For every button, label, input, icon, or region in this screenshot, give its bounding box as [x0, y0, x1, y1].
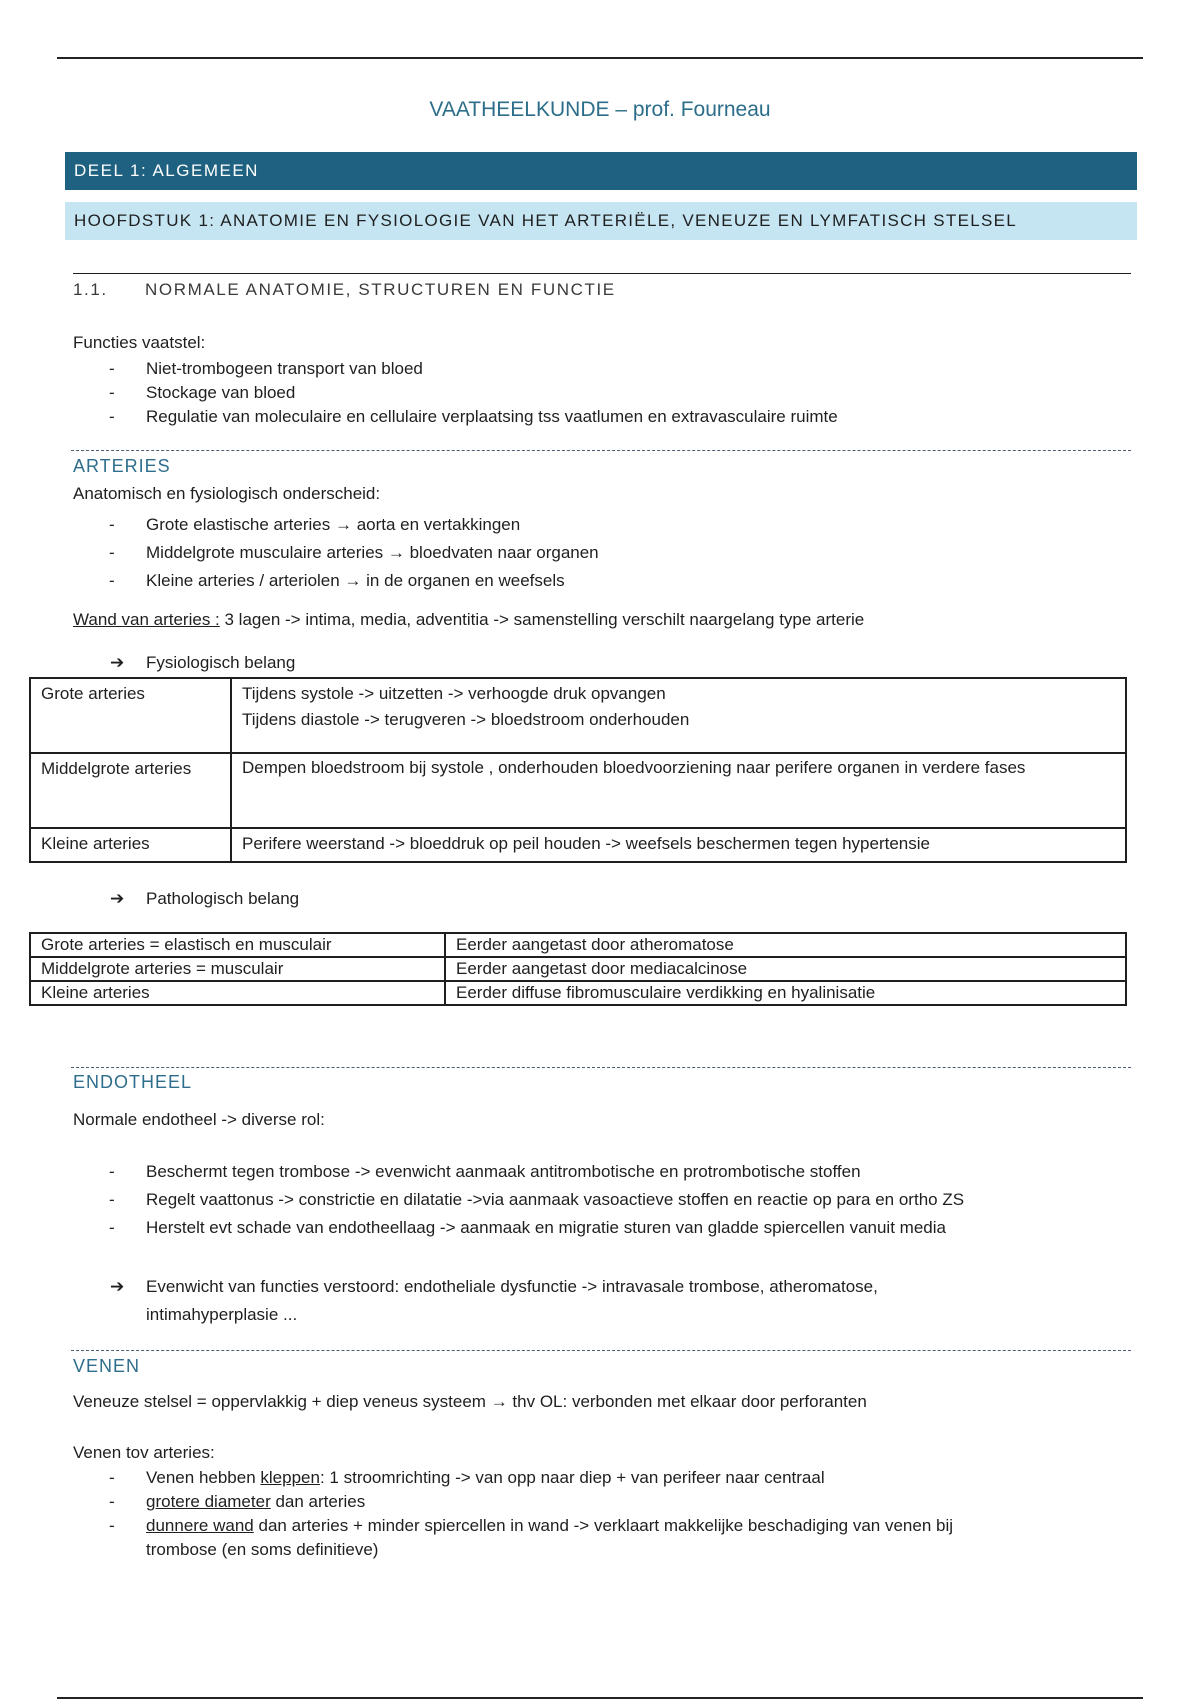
pathology-heading: ➔ Pathologisch belang	[110, 889, 300, 908]
list-item: - Grote elastische arteries → aorta en vertakkingen	[73, 511, 599, 539]
arteries-intro: Anatomisch en fysiologisch onderscheid:	[73, 484, 381, 503]
table-cell: Kleine arteries	[30, 828, 231, 862]
list-item: - Herstelt evt schade van endotheellaag -> aanmaak en migratie sturen van gladde spiercellen vanuit media	[73, 1214, 964, 1242]
endotheel-list	[73, 1158, 964, 1242]
physiology-heading: ➔ Fysiologisch belang	[110, 653, 296, 672]
table-row	[30, 933, 1126, 957]
arrow-icon: ➔	[110, 889, 125, 908]
dotted-divider	[71, 1350, 1131, 1351]
list-item: - Venen hebben kleppen: 1 stroomrichting -> van opp naar diep + van perifeer naar centraal	[73, 1466, 953, 1490]
table-cell: Grote arteries = elastisch en musculair	[30, 933, 445, 957]
part-heading-bar	[65, 152, 1137, 190]
part-heading: DEEL 1: ALGEMEEN	[74, 161, 259, 180]
list-item: - grotere diameter dan arteries	[73, 1490, 953, 1514]
table-cell: Middelgrote arteries	[30, 753, 231, 828]
list-item: - Niet-trombogeen transport van bloed	[73, 357, 838, 381]
table-row	[30, 828, 1126, 862]
table-cell: Perifere weerstand -> bloeddruk op peil houden -> weefsels beschermen tegen hypertensie	[231, 828, 1126, 862]
functions-list	[73, 357, 838, 429]
document-title: VAATHEELKUNDE – prof. Fourneau	[429, 98, 771, 121]
table-cell: Kleine arteries	[30, 981, 445, 1005]
dotted-divider	[71, 450, 1131, 451]
table-row	[30, 981, 1126, 1005]
artery-wall-text	[73, 610, 864, 630]
endotheel-intro: Normale endotheel -> diverse rol:	[73, 1110, 325, 1129]
pathology-table	[29, 932, 1127, 1006]
venen-line: Veneuze stelsel = oppervlakkig + diep veneus systeem → thv OL: verbonden met elkaar door perforanten	[73, 1392, 867, 1411]
arteries-heading: ARTERIES	[73, 456, 171, 476]
endotheel-conclusion: ➔ Evenwicht van functies verstoord: endotheliale dysfunctie -> intravasale trombose, atheromatose, intimahyperplasie ...	[110, 1273, 878, 1329]
table-row	[30, 678, 1126, 753]
list-item: - Beschermt tegen trombose -> evenwicht aanmaak antitrombotische en protrombotische stoffen	[73, 1158, 964, 1186]
table-cell: Middelgrote arteries = musculair	[30, 957, 445, 981]
table-cell: Grote arteries	[30, 678, 231, 753]
functions-intro: Functies vaatstel:	[73, 333, 206, 352]
section-divider	[73, 273, 1131, 274]
artery-wall-label: Wand van arteries :	[73, 610, 220, 629]
venen-heading: VENEN	[73, 1356, 141, 1376]
section-title: NORMALE ANATOMIE, STRUCTUREN EN FUNCTIE	[145, 280, 616, 299]
chapter-heading: HOOFDSTUK 1: ANATOMIE EN FYSIOLOGIE VAN HET ARTERIËLE, VENEUZE EN LYMFATISCH STELSEL	[74, 211, 1018, 230]
arrow-icon: ➔	[110, 1277, 125, 1296]
table-row	[30, 957, 1126, 981]
section-number: 1.1.	[73, 280, 108, 299]
venen-intro: Venen tov arteries:	[73, 1443, 215, 1462]
top-page-rule	[57, 57, 1143, 59]
table-cell: Eerder diffuse fibromusculaire verdikking en hyalinisatie	[445, 981, 1126, 1005]
arteries-list	[73, 511, 599, 595]
list-item: - Middelgrote musculaire arteries → bloedvaten naar organen	[73, 539, 599, 567]
venen-list	[73, 1466, 953, 1562]
chapter-heading-bar	[65, 202, 1137, 240]
list-item: - dunnere wand dan arteries + minder spiercellen in wand -> verklaart makkelijke beschadiging van venen bij trombose (en soms definitieve)	[73, 1514, 953, 1562]
list-item: - Kleine arteries / arteriolen → in de organen en weefsels	[73, 567, 599, 595]
endotheel-heading: ENDOTHEEL	[73, 1072, 193, 1092]
list-item: - Regulatie van moleculaire en cellulaire verplaatsing tss vaatlumen en extravasculaire ruimte	[73, 405, 838, 429]
arrow-icon: ➔	[110, 653, 125, 672]
bottom-page-rule	[57, 1697, 1143, 1699]
table-row	[30, 753, 1126, 828]
artery-wall-detail: 3 lagen -> intima, media, adventitia -> samenstelling verschilt naargelang type arterie	[219, 610, 865, 629]
table-cell: Dempen bloedstroom bij systole , onderhouden bloedvoorziening naar perifere organen in verdere fases	[231, 753, 1126, 828]
table-cell: Eerder aangetast door atheromatose	[445, 933, 1126, 957]
list-item: - Regelt vaattonus -> constrictie en dilatatie ->via aanmaak vasoactieve stoffen en reactie op para en ortho ZS	[73, 1186, 964, 1214]
physiology-table	[29, 677, 1127, 863]
section-heading	[73, 280, 616, 300]
table-cell: Eerder aangetast door mediacalcinose	[445, 957, 1126, 981]
dotted-divider	[71, 1067, 1131, 1068]
list-item: - Stockage van bloed	[73, 381, 838, 405]
table-cell: Tijdens systole -> uitzetten -> verhoogde druk opvangen Tijdens diastole -> terugveren -> bloedstroom onderhouden	[231, 678, 1126, 753]
